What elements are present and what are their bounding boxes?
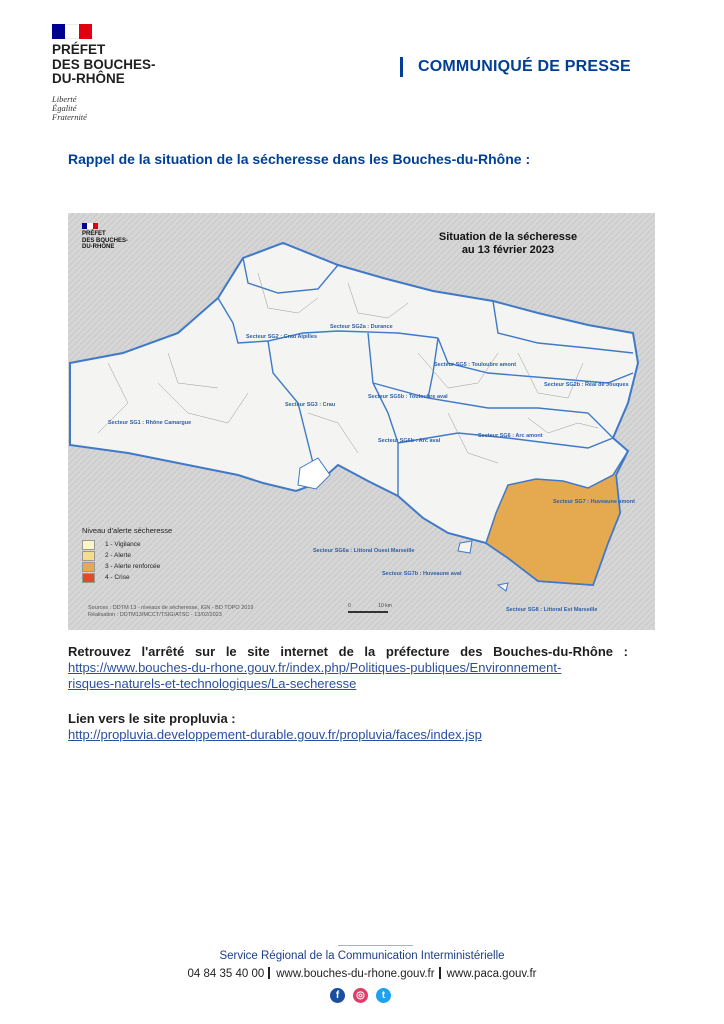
legend-swatch — [82, 551, 95, 561]
legend-label: 1 - Vigilance — [105, 541, 141, 548]
sector-label: Secteur SG1 : Rhône Camargue — [108, 420, 192, 426]
footer-site-link[interactable]: www.bouches-du-rhone.gouv.fr — [276, 968, 435, 980]
sector-label: Secteur SG2 : Crau Alpilles — [246, 334, 318, 340]
marianne-flag-logo — [52, 24, 92, 39]
legend-swatch — [82, 540, 95, 550]
source-line: Réalisation : DDTM13/MCCT/TSIG/ATSC - 13/02/2023 — [88, 612, 222, 618]
prefet-line: PRÉFET — [52, 42, 106, 57]
sector-label: Secteur SG2a : Durance — [330, 324, 393, 330]
legend-label: 4 - Crise — [105, 574, 130, 581]
footer-service: Service Régional de la Communication Interministérielle — [219, 950, 505, 962]
prefet-line: DES BOUCHES- — [52, 56, 156, 72]
footer-separator — [268, 967, 270, 979]
legend-item — [82, 561, 172, 572]
propluvia-heading: Lien vers le site propluvia : — [68, 711, 236, 726]
republic-motto — [52, 95, 87, 122]
scale-distance: 10 km — [378, 603, 392, 609]
instagram-icon[interactable]: ◎ — [353, 988, 368, 1003]
island — [458, 541, 472, 553]
prefet-line: DU-RHÔNE — [52, 71, 125, 86]
prefecture-link[interactable] — [68, 660, 628, 692]
legend-label: 2 - Alerte — [105, 552, 132, 559]
sector-label: Secteur SG5b : Touloubre aval — [368, 394, 448, 400]
doc-type-bar — [400, 57, 403, 77]
motto-line: Liberté — [52, 94, 77, 104]
footer-separator — [439, 967, 441, 979]
sector-label: Secteur SG3 : Crau — [285, 402, 336, 408]
sector-label: Secteur SG7b : Huveaune aval — [382, 571, 462, 577]
sector-label: Secteur SG8 : Littoral Est Marseille — [506, 607, 598, 613]
map-prefecture-logo — [82, 223, 142, 251]
twitter-icon[interactable]: t — [376, 988, 391, 1003]
social-links — [330, 988, 391, 1003]
map-logo-line: DU-RHÔNE — [82, 244, 115, 250]
legend-swatch — [82, 562, 95, 572]
map-logo-line: PRÉFET — [82, 231, 106, 237]
legend-title: Niveau d'alerte sécheresse — [82, 526, 173, 535]
sector-label: Secteur SG6 : Arc amont — [478, 433, 543, 439]
map-title-line: Situation de la sécheresse — [438, 231, 578, 243]
arrete-paragraph — [68, 644, 628, 692]
footer-divider — [338, 945, 413, 946]
prefet-title — [52, 43, 156, 87]
map-scale — [348, 603, 392, 613]
map-logo-line: DES BOUCHES- — [82, 237, 129, 244]
prefecture-link-line: https://www.bouches-du-rhone.gouv.fr/index.php/Politiques-publiques/Environnement- — [68, 660, 562, 675]
map-source — [88, 605, 253, 619]
motto-line: Fraternité — [52, 112, 87, 122]
map-flag-red — [93, 223, 98, 229]
map-flag — [82, 223, 98, 229]
sector-label: Secteur SG6a : Littoral Ouest Marseille — [313, 548, 415, 554]
footer-phone: 04 84 35 40 00 — [187, 968, 265, 980]
legend-label: 3 - Alerte renforcée — [105, 563, 161, 570]
scale-bar — [348, 611, 388, 613]
footer-site-link[interactable]: www.paca.gouv.fr — [446, 968, 537, 980]
motto-line: Égalité — [52, 103, 77, 113]
facebook-icon[interactable]: f — [330, 988, 345, 1003]
legend-item — [82, 539, 172, 550]
flag-white — [65, 24, 78, 39]
page-subtitle: Rappel de la situation de la sécheresse dans les Bouches-du-Rhône : — [68, 151, 531, 167]
footer-contact — [0, 967, 724, 980]
sector-label: Secteur SG7 : Huveaune amont — [553, 499, 635, 505]
legend-swatch — [82, 573, 95, 583]
sector-label: Secteur SG5 : Touloubre amont — [434, 362, 517, 368]
sector-label: Secteur SG6b : Arc aval — [378, 438, 441, 444]
map-legend — [82, 526, 172, 583]
prefecture-link-line: risques-naturels-et-technologiques/La-secheresse — [68, 676, 357, 691]
arrete-heading — [68, 644, 628, 660]
drought-map — [68, 213, 655, 630]
map-logo-text — [82, 231, 142, 251]
map-title — [413, 231, 603, 257]
arrete-heading-text: Retrouvez l'arrêté sur le site internet de la préfecture des Bouches-du-Rhône : — [68, 644, 628, 659]
doc-type: COMMUNIQUÉ DE PRESSE — [418, 58, 631, 75]
map-title-line: au 13 février 2023 — [461, 244, 555, 256]
flag-blue — [52, 24, 65, 39]
source-line: Sources : DDTM 13 - niveaux de sécheresse, IGN - BD TOPO 2019 — [88, 605, 254, 611]
scale-zero: 0 — [348, 603, 351, 609]
sector-label: Secteur SG2b : Réal de Jouques — [544, 382, 629, 388]
legend-item — [82, 550, 172, 561]
propluvia-link[interactable]: http://propluvia.developpement-durable.gouv.fr/propluvia/faces/index.jsp — [68, 727, 482, 742]
flag-red — [79, 24, 92, 39]
propluvia-paragraph — [68, 711, 482, 743]
legend-item — [82, 572, 172, 583]
